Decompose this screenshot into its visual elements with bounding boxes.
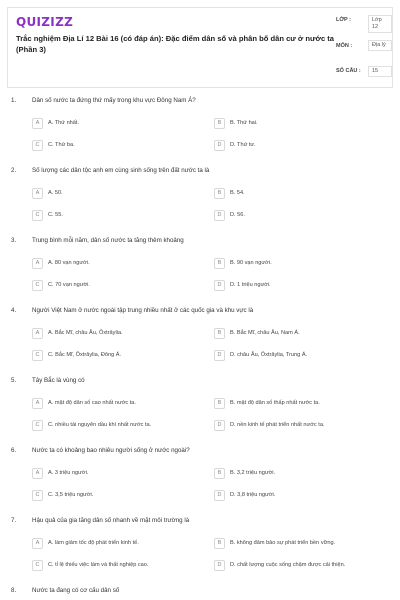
option-b[interactable] <box>214 327 300 339</box>
option-letter-badge: B <box>214 538 225 549</box>
option-c[interactable] <box>32 279 90 291</box>
option-letter-badge: C <box>32 210 43 221</box>
option-d[interactable] <box>214 139 256 151</box>
option-text: C. nhiều tài nguyên dầu khí nhất nước ta. <box>48 422 152 428</box>
question-count-value: 15 <box>368 66 392 77</box>
grade-value: Lớp 12 <box>368 15 392 33</box>
option-c[interactable] <box>32 209 63 221</box>
option-c[interactable] <box>32 349 121 361</box>
option-text: D. nền kinh tế phát triển nhất nước ta. <box>230 422 325 428</box>
option-letter-badge: A <box>32 468 43 479</box>
option-letter-badge: D <box>214 490 225 501</box>
option-text: C. 70 vạn người. <box>48 282 90 288</box>
option-a[interactable] <box>32 537 139 549</box>
option-text: C. 3,5 triệu người. <box>48 492 94 498</box>
question-text: Dân số nước ta đứng thứ mấy trong khu vực Đông Nam Á? <box>32 97 196 104</box>
option-text: A. mật độ dân số cao nhất nước ta. <box>48 400 136 406</box>
option-letter-badge: B <box>214 188 225 199</box>
option-d[interactable] <box>214 419 324 431</box>
option-b[interactable] <box>214 187 245 199</box>
question-text: Tây Bắc là vùng có <box>32 377 85 384</box>
question-count-label: SỐ CÂU : <box>336 68 361 74</box>
option-text: A. 3 triệu người. <box>48 470 89 476</box>
option-text: C. Thứ ba. <box>48 142 75 148</box>
option-a[interactable] <box>32 187 63 199</box>
option-text: B. 54. <box>230 190 245 196</box>
option-letter-badge: C <box>32 280 43 291</box>
option-letter-badge: D <box>214 210 225 221</box>
option-text: B. 90 vạn người. <box>230 260 272 266</box>
option-text: A. Thứ nhất. <box>48 120 80 126</box>
option-text: D. châu Âu, Ôxtrâylia, Trung Á. <box>230 352 308 358</box>
option-d[interactable] <box>214 209 245 221</box>
question-number: 5. <box>11 377 17 384</box>
question-number: 2. <box>11 167 17 174</box>
subject-value: Địa lý <box>368 40 392 51</box>
option-letter-badge: A <box>32 118 43 129</box>
option-letter-badge: C <box>32 350 43 361</box>
worksheet-title: Trắc nghiệm Địa Lí 12 Bài 16 (có đáp án): Đặc điểm dân số và phân bố dân cư ở nước ta (Phần 3) <box>16 34 335 54</box>
option-text: D. chất lượng cuộc sống chậm được cải thiện. <box>230 562 346 568</box>
option-text: C. Bắc Mĩ, Ôxtrâylia, Đông Á. <box>48 352 122 358</box>
question-number: 4. <box>11 307 17 314</box>
subject-label: MÔN : <box>336 43 353 49</box>
option-letter-badge: B <box>214 118 225 129</box>
option-letter-badge: D <box>214 560 225 571</box>
option-text: C. tỉ lệ thiếu việc làm và thất nghiệp cao. <box>48 562 149 568</box>
option-letter-badge: B <box>214 468 225 479</box>
option-text: A. 50. <box>48 190 63 196</box>
question-number: 8. <box>11 587 17 594</box>
question-number: 7. <box>11 517 17 524</box>
option-d[interactable] <box>214 349 307 361</box>
option-a[interactable] <box>32 257 90 269</box>
question-text: Nước ta có khoảng bao nhiêu người sống ở nước ngoài? <box>32 447 190 454</box>
option-letter-badge: C <box>32 490 43 501</box>
option-letter-badge: C <box>32 140 43 151</box>
option-text: D. 56. <box>230 212 245 218</box>
option-c[interactable] <box>32 559 148 571</box>
option-letter-badge: B <box>214 328 225 339</box>
option-b[interactable] <box>214 397 320 409</box>
option-b[interactable] <box>214 537 335 549</box>
grade-label: LỚP : <box>336 17 351 23</box>
option-letter-badge: D <box>214 350 225 361</box>
option-letter-badge: A <box>32 188 43 199</box>
option-a[interactable] <box>32 467 88 479</box>
option-b[interactable] <box>214 117 258 129</box>
option-letter-badge: A <box>32 328 43 339</box>
option-b[interactable] <box>214 467 275 479</box>
option-letter-badge: A <box>32 258 43 269</box>
option-c[interactable] <box>32 489 93 501</box>
option-a[interactable] <box>32 327 123 339</box>
question-number: 1. <box>11 97 17 104</box>
option-text: A. làm giảm tốc độ phát triển kinh tế. <box>48 540 139 546</box>
option-c[interactable] <box>32 139 75 151</box>
option-text: C. 55. <box>48 212 63 218</box>
option-text: D. Thứ tư. <box>230 142 256 148</box>
option-text: D. 3,8 triệu người. <box>230 492 276 498</box>
option-a[interactable] <box>32 397 136 409</box>
option-letter-badge: D <box>214 140 225 151</box>
option-letter-badge: D <box>214 420 225 431</box>
quizizz-logo: QUIZIZZ <box>16 15 74 29</box>
option-c[interactable] <box>32 419 151 431</box>
question-text: Trung bình mỗi năm, dân số nước ta tăng thêm khoảng <box>32 237 184 244</box>
option-letter-badge: D <box>214 280 225 291</box>
question-number: 6. <box>11 447 17 454</box>
question-text: Hậu quả của gia tăng dân số nhanh về mặt môi trường là <box>32 517 190 524</box>
option-text: B. không đảm bảo sự phát triển bền vững. <box>230 540 336 546</box>
option-d[interactable] <box>214 489 275 501</box>
option-letter-badge: C <box>32 560 43 571</box>
question-number: 3. <box>11 237 17 244</box>
option-text: A. Bắc Mĩ, châu Âu, Ôxtrâylia. <box>48 330 123 336</box>
option-letter-badge: C <box>32 420 43 431</box>
option-letter-badge: A <box>32 538 43 549</box>
option-b[interactable] <box>214 257 272 269</box>
option-letter-badge: B <box>214 258 225 269</box>
question-text: Nước ta đang có cơ cấu dân số <box>32 587 120 594</box>
worksheet-header <box>7 7 393 88</box>
option-d[interactable] <box>214 559 345 571</box>
option-text: B. 3,2 triệu người. <box>230 470 276 476</box>
option-text: B. mật độ dân số thấp nhất nước ta. <box>230 400 320 406</box>
question-text: Số lượng các dân tộc anh em cùng sinh sống trên đất nước ta là <box>32 167 210 174</box>
option-text: B. Thứ hai. <box>230 120 258 126</box>
option-letter-badge: B <box>214 398 225 409</box>
option-a[interactable] <box>32 117 79 129</box>
option-d[interactable] <box>214 279 271 291</box>
option-letter-badge: A <box>32 398 43 409</box>
option-text: D. 1 triệu người. <box>230 282 271 288</box>
question-text: Người Việt Nam ở nước ngoài tập trung nhiều nhất ở các quốc gia và khu vực là <box>32 307 254 314</box>
option-text: B. Bắc Mĩ, châu Âu, Nam Á. <box>230 330 300 336</box>
option-text: A. 80 vạn người. <box>48 260 90 266</box>
